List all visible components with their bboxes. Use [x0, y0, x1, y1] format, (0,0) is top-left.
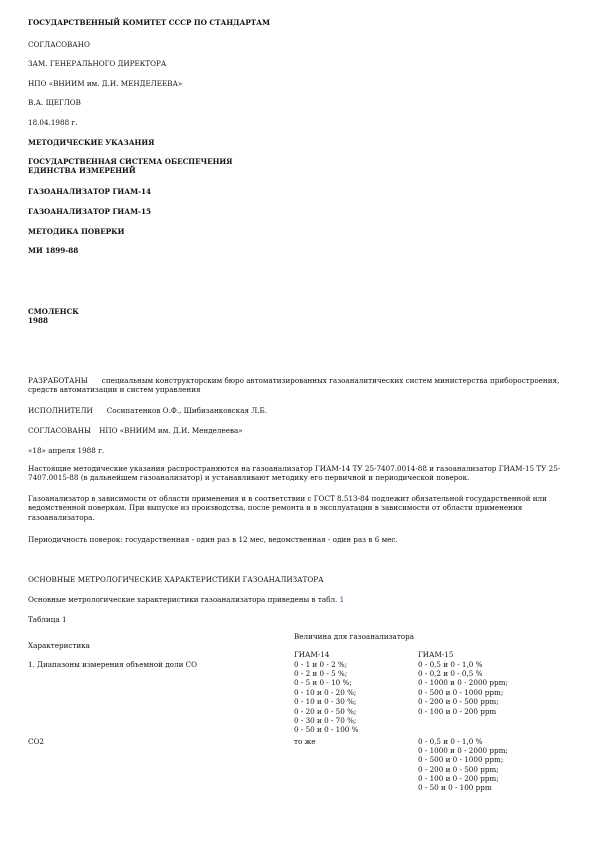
range-value: 0 - 0,5 и 0 - 1,0 %: [418, 659, 483, 669]
section-text-body: Основные метрологические характеристики газоанализатора приведены в табл.: [28, 595, 338, 604]
verification-paragraph: Газоанализатор в зависимости от области применения и в соответствии с ГОСТ 8.513-84 подлежит обязательной государственной или ведомственной поверкам. При выпуске из производства, после ремонта и в эксплуатации в зависимости от области применения газоанализатора.: [28, 494, 547, 522]
range-value: 0 - 100 и 0 - 200 ppm;: [418, 774, 499, 784]
developed-text: специальным конструкторским бюро автоматизированных газоаналитических систем министерства приборостроения, средств автоматизации и систем управления: [28, 376, 560, 395]
approver-organization: НПО «ВНИИМ им. Д.И. МЕНДЕЛЕЕВА»: [28, 79, 183, 88]
agreed-label: СОГЛАСОВАНЫ: [28, 426, 92, 435]
column-header-giam14: ГИАМ-14: [294, 650, 330, 660]
system-title-line2: ЕДИНСТВА ИЗМЕРЕНИЙ: [28, 166, 136, 176]
range-value: 0 - 500 и 0 - 1000 ppm;: [418, 755, 504, 765]
row-label-co: 1. Диапазоны измерения объемной доли СО: [28, 659, 198, 669]
range-value: 0 - 50 и 0 - 100 %: [294, 725, 359, 735]
table-header-row: [28, 632, 558, 650]
committee-heading: ГОСУДАРСТВЕННЫЙ КОМИТЕТ СССР ПО СТАНДАРТАМ: [28, 18, 270, 27]
range-value: 0 - 5 и 0 - 10 %;: [294, 678, 352, 688]
range-value: 0 - 50 и 0 - 100 ppm: [418, 783, 492, 793]
periodicity-paragraph: Периодичность поверок: государственная - один раз в 12 мес, ведомственная - один раз в 6 мес.: [28, 535, 398, 544]
row-co-giam14: [294, 660, 418, 735]
range-value: 0 - 30 и 0 - 70 %;: [294, 715, 357, 725]
section-heading: ОСНОВНЫЕ МЕТРОЛОГИЧЕСКИЕ ХАРАКТЕРИСТИКИ ГАЗОАНАЛИЗАТОРА: [28, 575, 324, 584]
developed-paragraph: [28, 376, 568, 395]
table-reference-link[interactable]: 1: [339, 595, 345, 604]
range-value: 0 - 500 и 0 - 1000 ppm;: [418, 687, 504, 697]
city-year: [28, 307, 79, 326]
system-title-line1: ГОСУДАРСТВЕННАЯ СИСТЕМА ОБЕСПЕЧЕНИЯ: [28, 157, 233, 166]
row-co-giam15: [418, 660, 558, 735]
range-value: 0 - 10 и 0 - 30 %;: [294, 697, 357, 707]
device-title-1: ГАЗОАНАЛИЗАТОР ГИАМ-14: [28, 187, 152, 196]
characteristics-table: [28, 632, 558, 793]
range-value: 0 - 1 и 0 - 2 %;: [294, 659, 348, 669]
executors-label: ИСПОЛНИТЕЛИ: [28, 406, 93, 415]
table-label: Таблица 1: [28, 615, 67, 624]
approver-name: В.А. ЩЕГЛОВ: [28, 98, 81, 107]
device-title-2: ГАЗОАНАЛИЗАТОР ГИАМ-15: [28, 207, 152, 216]
executors-text: Сосипатенков О.Ф., Шибизанковская Л.Б.: [106, 406, 268, 415]
method-title: МЕТОДИКА ПОВЕРКИ: [28, 227, 125, 236]
range-value: 0 - 10 и 0 - 20 %;: [294, 687, 357, 697]
range-value: 0 - 0,2 и 0 - 0,5 %: [418, 669, 483, 679]
range-value: 0 - 200 и 0 - 500 ppm;: [418, 697, 499, 707]
approval-date: 18.04.1988 г.: [28, 118, 78, 127]
row-co2-giam14: то же: [294, 736, 316, 746]
range-value: 0 - 200 и 0 - 500 ppm;: [418, 764, 499, 774]
agreed-date: «18» апреля 1988 г.: [28, 446, 105, 455]
scope-paragraph: Настоящие методические указания распространяются на газоанализатор ГИАМ-14 ТУ 25-7407.0014-88 и газоанализатор ГИАМ-15 ТУ 25-7407.0015-88 (в дальнейшем газоанализатор) и устанавливают методику его первичной и периодической поверок.: [28, 464, 561, 483]
document-type: МЕТОДИЧЕСКИЕ УКАЗАНИЯ: [28, 138, 155, 147]
range-value: 0 - 20 и 0 - 50 %;: [294, 706, 357, 716]
column-header-characteristic: Характеристика: [28, 641, 90, 650]
agreed-text: НПО «ВНИИМ им. Д.И. Менделеева»: [99, 426, 243, 435]
table-subheader-row: [28, 650, 558, 659]
agreed-paragraph: [28, 426, 568, 435]
table-row: [28, 660, 558, 735]
document-code: МИ 1899-88: [28, 246, 79, 255]
system-title: [28, 157, 233, 176]
range-value: 0 - 1000 и 0 - 2000 ppm;: [418, 745, 508, 755]
developed-label: РАЗРАБОТАНЫ: [28, 376, 88, 385]
column-header-value: Величина для газоанализатора: [294, 632, 415, 641]
row-co2-giam15: [418, 735, 558, 793]
executors-paragraph: [28, 406, 568, 415]
range-value: 0 - 100 и 0 - 200 ppm: [418, 706, 497, 716]
approval-label: СОГЛАСОВАНО: [28, 40, 90, 49]
range-value: 0 - 1000 и 0 - 2000 ppm;: [418, 678, 508, 688]
row-label-co2: СО2: [28, 736, 44, 746]
column-header-giam15: ГИАМ-15: [418, 650, 454, 660]
approver-position: ЗАМ. ГЕНЕРАЛЬНОГО ДИРЕКТОРА: [28, 59, 167, 68]
table-row: [28, 735, 558, 793]
year: 1988: [28, 316, 49, 326]
range-value: 0 - 2 и 0 - 5 %;: [294, 669, 348, 679]
section-text: [28, 595, 568, 604]
city: СМОЛЕНСК: [28, 307, 79, 316]
range-value: 0 - 0,5 и 0 - 1,0 %: [418, 736, 483, 746]
